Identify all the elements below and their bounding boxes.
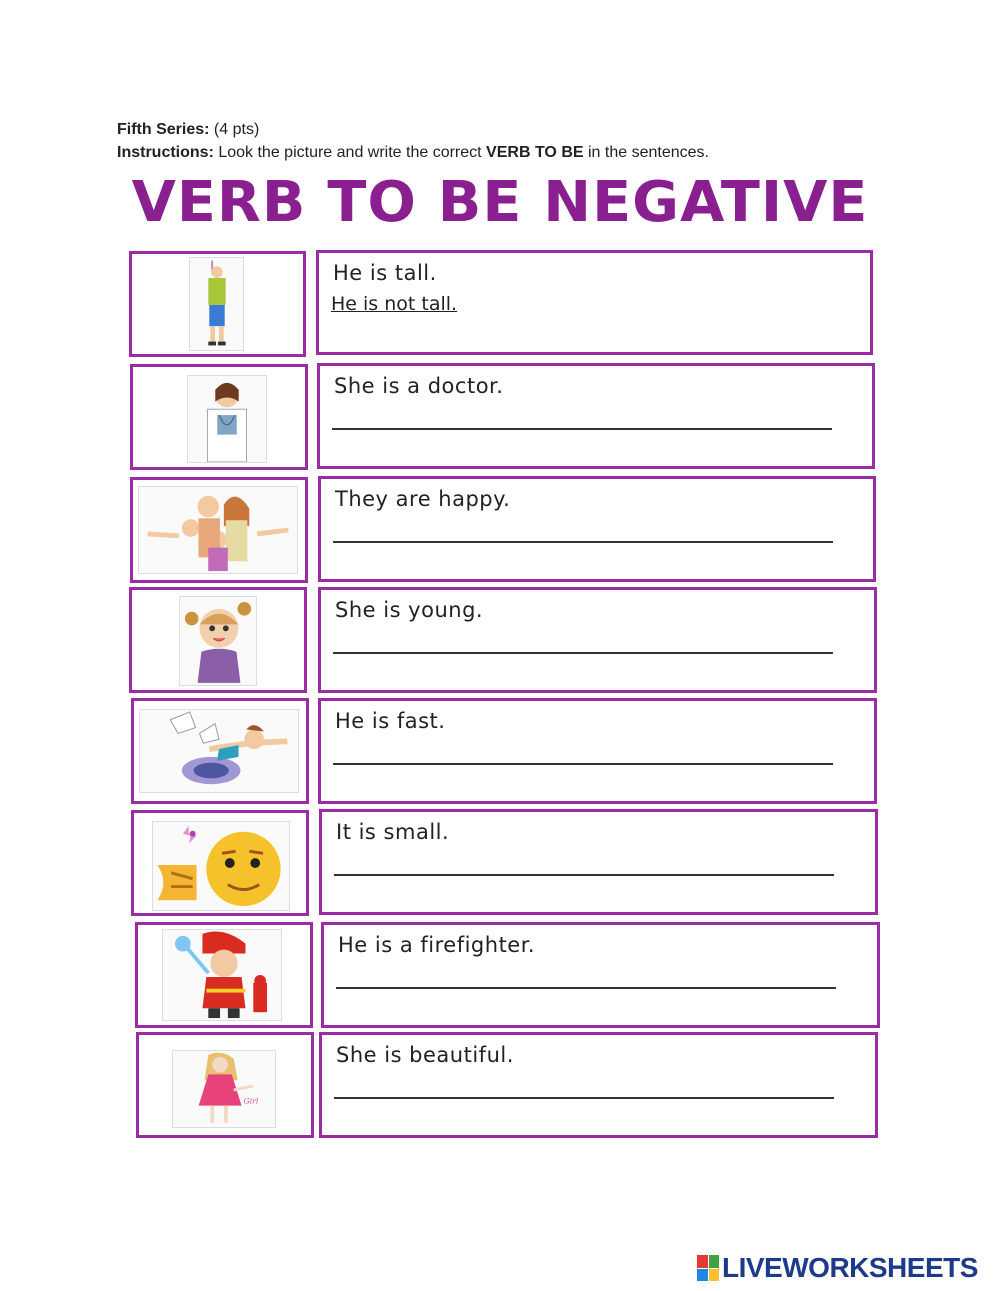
sentence-6: It is small. xyxy=(336,820,450,844)
young-girl-icon xyxy=(179,596,257,686)
sentence-box-8 xyxy=(319,1032,878,1138)
sentence-box-6 xyxy=(319,809,878,915)
sentence-2: She is a doctor. xyxy=(334,374,504,398)
picture-box-6 xyxy=(131,810,309,916)
sentence-1: He is tall. xyxy=(333,261,437,285)
picture-box-2 xyxy=(130,364,308,470)
answer-line-7[interactable] xyxy=(336,987,836,989)
sentence-box-5 xyxy=(318,698,877,804)
sentence-5: He is fast. xyxy=(335,709,446,733)
sentence-box-3 xyxy=(318,476,876,582)
series-line xyxy=(117,118,709,141)
fast-runner-icon xyxy=(139,709,299,793)
sentence-7: He is a firefighter. xyxy=(338,933,536,957)
logo-text: LIVEWORKSHEETS xyxy=(722,1252,978,1283)
picture-box-4 xyxy=(129,587,307,693)
small-emoji-icon xyxy=(152,821,290,911)
firefighter-icon xyxy=(162,929,282,1021)
svg-text:Girl: Girl xyxy=(243,1096,259,1106)
doctor-icon xyxy=(187,375,267,463)
instructions-line xyxy=(117,141,709,164)
answer-line-2[interactable] xyxy=(332,428,832,430)
sentence-4: She is young. xyxy=(335,598,484,622)
beautiful-girl-icon xyxy=(172,1050,276,1128)
answer-1[interactable]: He is not tall. xyxy=(331,293,458,315)
instructions-text-2: in the sentences. xyxy=(588,144,709,161)
picture-box-5 xyxy=(131,698,309,804)
logo-mark-icon xyxy=(697,1255,719,1281)
answer-line-5[interactable] xyxy=(333,763,833,765)
sentence-box-7 xyxy=(321,922,880,1028)
picture-box-3 xyxy=(130,477,308,583)
sentence-box-1 xyxy=(316,250,873,355)
picture-box-1 xyxy=(129,251,306,357)
series-label: Fifth Series: xyxy=(117,121,210,138)
sentence-8: She is beautiful. xyxy=(336,1043,514,1067)
header xyxy=(117,118,709,164)
series-points: (4 pts) xyxy=(213,121,260,138)
picture-box-7 xyxy=(135,922,313,1028)
liveworksheets-logo xyxy=(697,1252,978,1284)
picture-box-8 xyxy=(136,1032,314,1138)
answer-line-8[interactable] xyxy=(334,1097,834,1099)
sentence-box-4 xyxy=(318,587,877,693)
instructions-label: Instructions: xyxy=(117,144,214,161)
instructions-bold: VERB TO BE xyxy=(486,144,584,161)
sentence-3: They are happy. xyxy=(335,487,511,511)
worksheet-title: VERB TO BE NEGATIVE xyxy=(131,170,869,235)
answer-line-3[interactable] xyxy=(333,541,833,543)
answer-line-6[interactable] xyxy=(334,874,834,876)
instructions-text-1: Look the picture and write the correct xyxy=(218,144,482,161)
sentence-box-2 xyxy=(317,363,875,469)
happy-family-icon xyxy=(138,486,298,574)
answer-line-4[interactable] xyxy=(333,652,833,654)
tall-boy-icon xyxy=(189,257,244,351)
